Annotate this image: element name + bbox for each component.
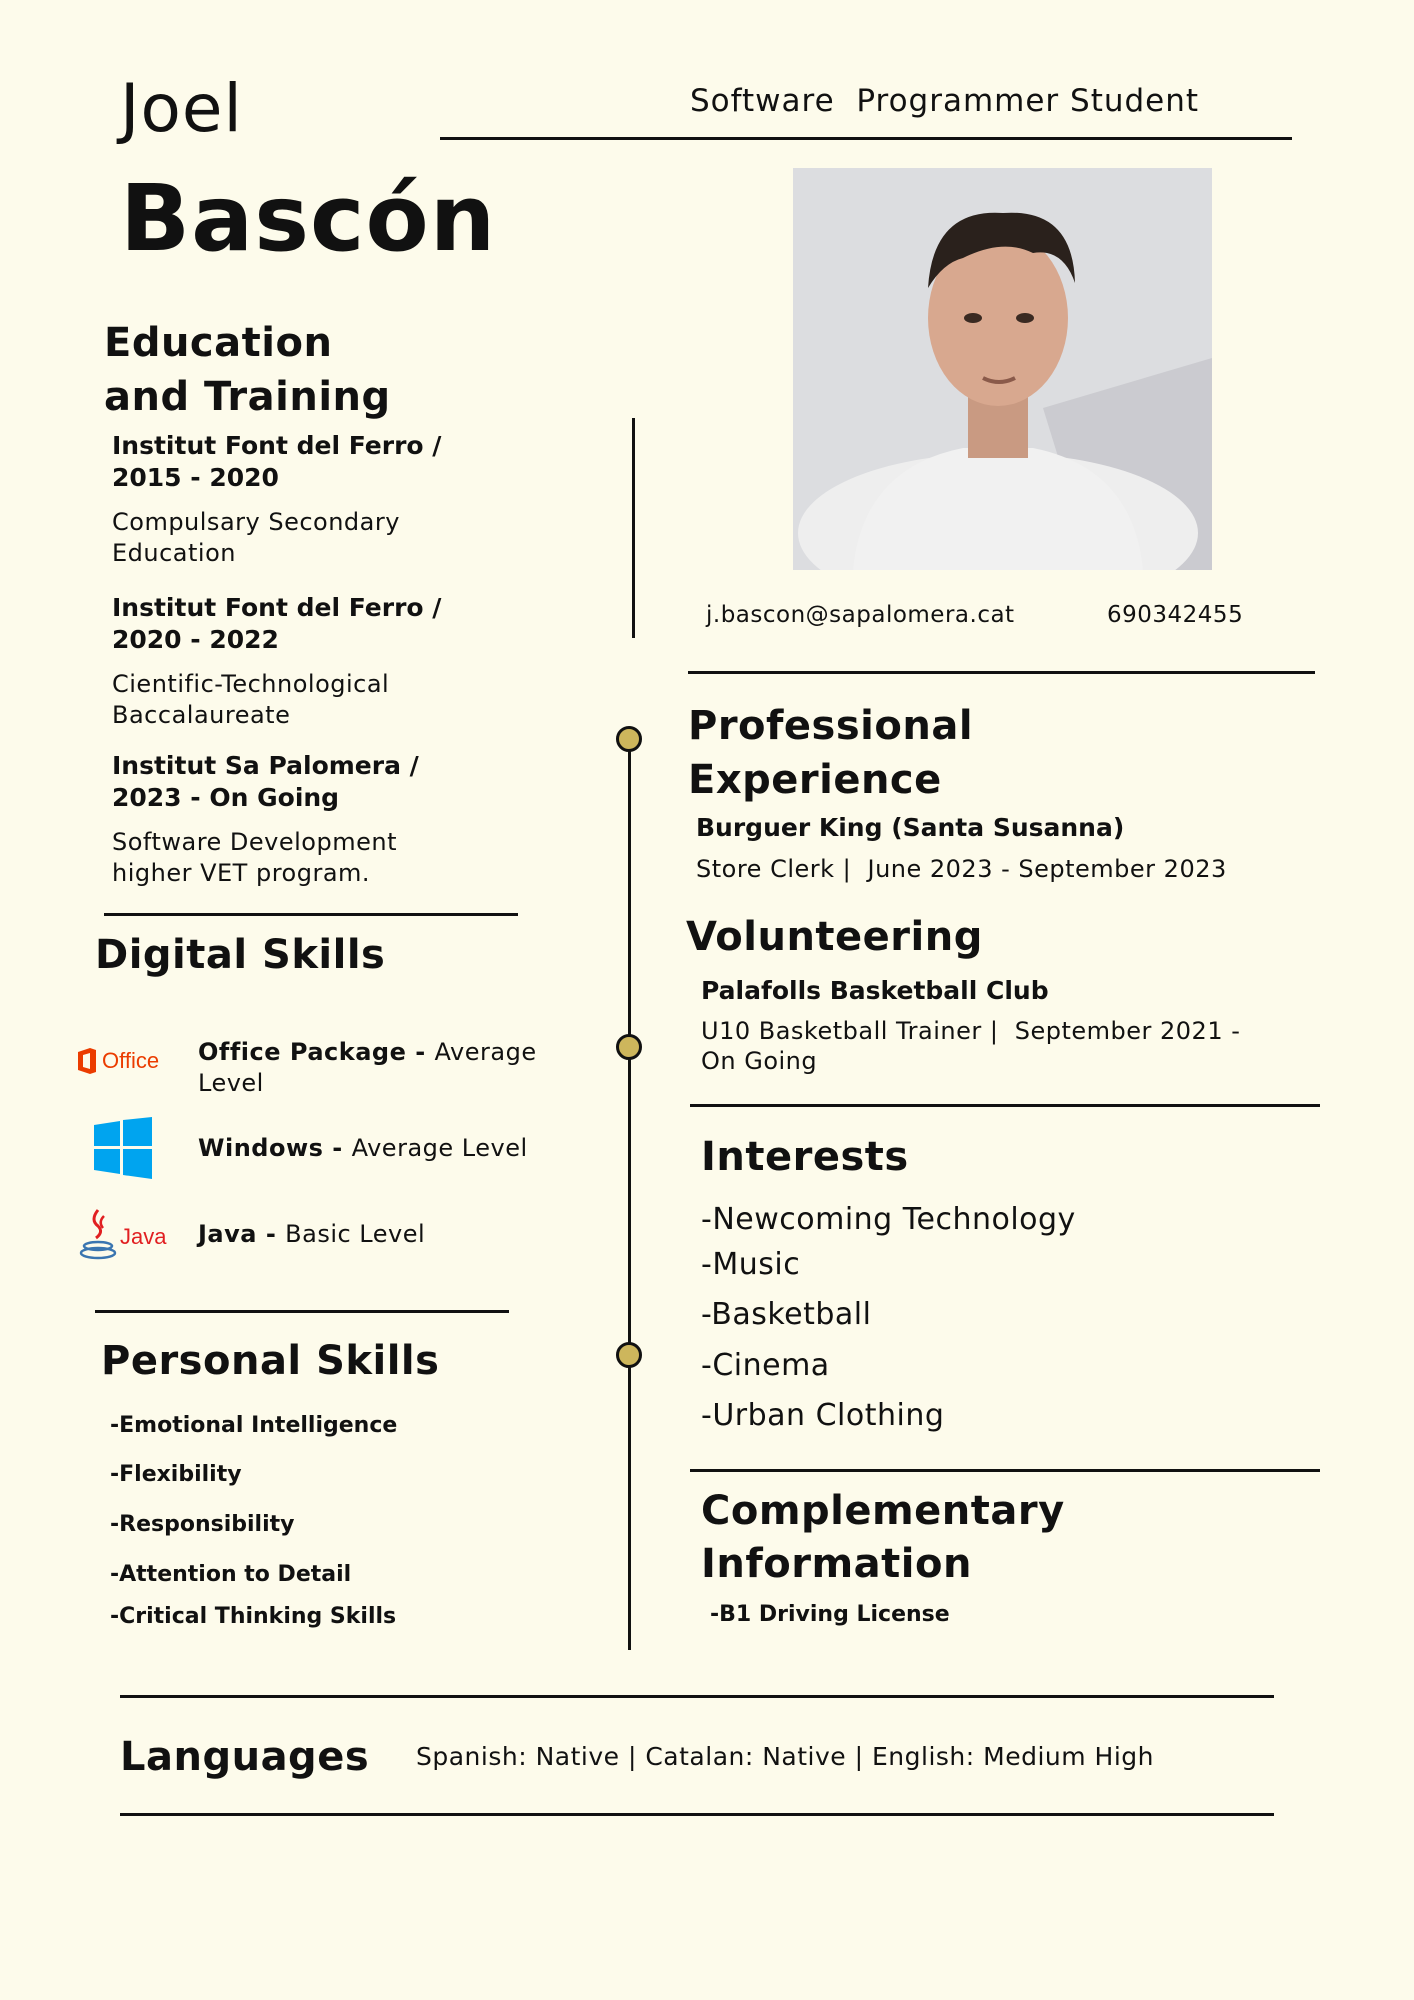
volunteering-title: Volunteering: [686, 914, 983, 960]
contact-divider: [688, 671, 1315, 674]
experience-title-line2: Experience: [688, 757, 942, 803]
interests-divider: [690, 1469, 1320, 1472]
volunteering-detail: U10 Basketball Trainer | September 2021 -: [701, 1017, 1241, 1045]
languages-title: Languages: [120, 1734, 370, 1780]
interest-item: -Basketball: [701, 1297, 872, 1332]
java-icon: [78, 1208, 166, 1260]
education-years: 2020 - 2022: [112, 625, 279, 654]
skill-level: Average Level: [351, 1134, 528, 1162]
contact-email[interactable]: j.bascon@sapalomera.cat: [706, 602, 1015, 628]
education-divider: [104, 913, 518, 916]
skill-windows: [198, 1133, 528, 1164]
education-desc: Education: [112, 539, 236, 567]
timeline-dot: [616, 1034, 642, 1060]
experience-detail: Store Clerk | June 2023 - September 2023: [696, 855, 1227, 883]
header-divider: [440, 137, 1292, 140]
languages-list: Spanish: Native | Catalan: Native | English: Medium High: [416, 1742, 1154, 1771]
windows-icon: [94, 1117, 152, 1183]
education-years: 2015 - 2020: [112, 463, 279, 492]
languages-bottom-divider: [120, 1813, 1274, 1816]
timeline-line: [628, 738, 631, 1650]
education-title-line1: Education: [104, 320, 333, 366]
complementary-title-line1: Complementary: [701, 1488, 1065, 1534]
digital-skills-title: Digital Skills: [95, 932, 386, 978]
contact-phone: 690342455: [1107, 602, 1244, 628]
personal-skill-item: -Emotional Intelligence: [110, 1413, 398, 1438]
volunteering-org: Palafolls Basketball Club: [701, 976, 1049, 1005]
education-school: Institut Font del Ferro /: [112, 431, 442, 460]
volunteering-divider: [690, 1104, 1320, 1107]
personal-skill-item: -Critical Thinking Skills: [110, 1604, 397, 1629]
skill-level: Basic Level: [285, 1220, 426, 1248]
last-name: Bascón: [120, 165, 497, 272]
skill-office: [198, 1037, 598, 1099]
skill-name: Windows -: [198, 1134, 352, 1162]
office-icon-label: Office: [102, 1048, 160, 1073]
education-desc: Software Development: [112, 828, 397, 856]
personal-skills-title: Personal Skills: [101, 1338, 440, 1384]
volunteering-detail: On Going: [701, 1047, 818, 1075]
education-school: Institut Font del Ferro /: [112, 593, 442, 622]
interest-item: -Music: [701, 1247, 801, 1282]
upper-vertical-line: [632, 418, 635, 638]
timeline-dot: [616, 726, 642, 752]
education-years: 2023 - On Going: [112, 783, 340, 812]
job-title: Software Programmer Student: [690, 83, 1200, 119]
timeline-dot: [616, 1342, 642, 1368]
interest-item: -Newcoming Technology: [701, 1202, 1076, 1237]
profile-photo: [793, 168, 1212, 570]
education-desc: Cientific-Technological: [112, 670, 390, 698]
interests-title: Interests: [701, 1134, 909, 1180]
personal-skill-item: -Flexibility: [110, 1462, 242, 1487]
skill-level: Average: [434, 1038, 537, 1066]
digital-skills-divider: [95, 1310, 509, 1313]
interest-item: -Urban Clothing: [701, 1398, 945, 1433]
skill-name: Java -: [198, 1220, 286, 1248]
first-name: Joel: [120, 70, 243, 147]
skill-java: [198, 1219, 425, 1250]
skill-name: Office Package -: [198, 1038, 435, 1066]
education-desc: higher VET program.: [112, 859, 371, 887]
education-school: Institut Sa Palomera /: [112, 751, 419, 780]
education-desc: Compulsary Secondary: [112, 508, 400, 536]
office-icon: [76, 1048, 159, 1074]
education-title-line2: and Training: [104, 374, 391, 420]
experience-title-line1: Professional: [688, 703, 974, 749]
skill-level-cont: Level: [198, 1069, 264, 1097]
personal-skill-item: -Attention to Detail: [110, 1562, 352, 1587]
experience-company: Burguer King (Santa Susanna): [696, 813, 1125, 842]
interest-item: -Cinema: [701, 1348, 830, 1383]
languages-top-divider: [120, 1695, 1274, 1698]
complementary-item: -B1 Driving License: [710, 1602, 950, 1627]
education-desc: Baccalaureate: [112, 701, 291, 729]
java-icon-label: Java: [120, 1224, 167, 1249]
complementary-title-line2: Information: [701, 1541, 972, 1587]
personal-skill-item: -Responsibility: [110, 1512, 295, 1537]
